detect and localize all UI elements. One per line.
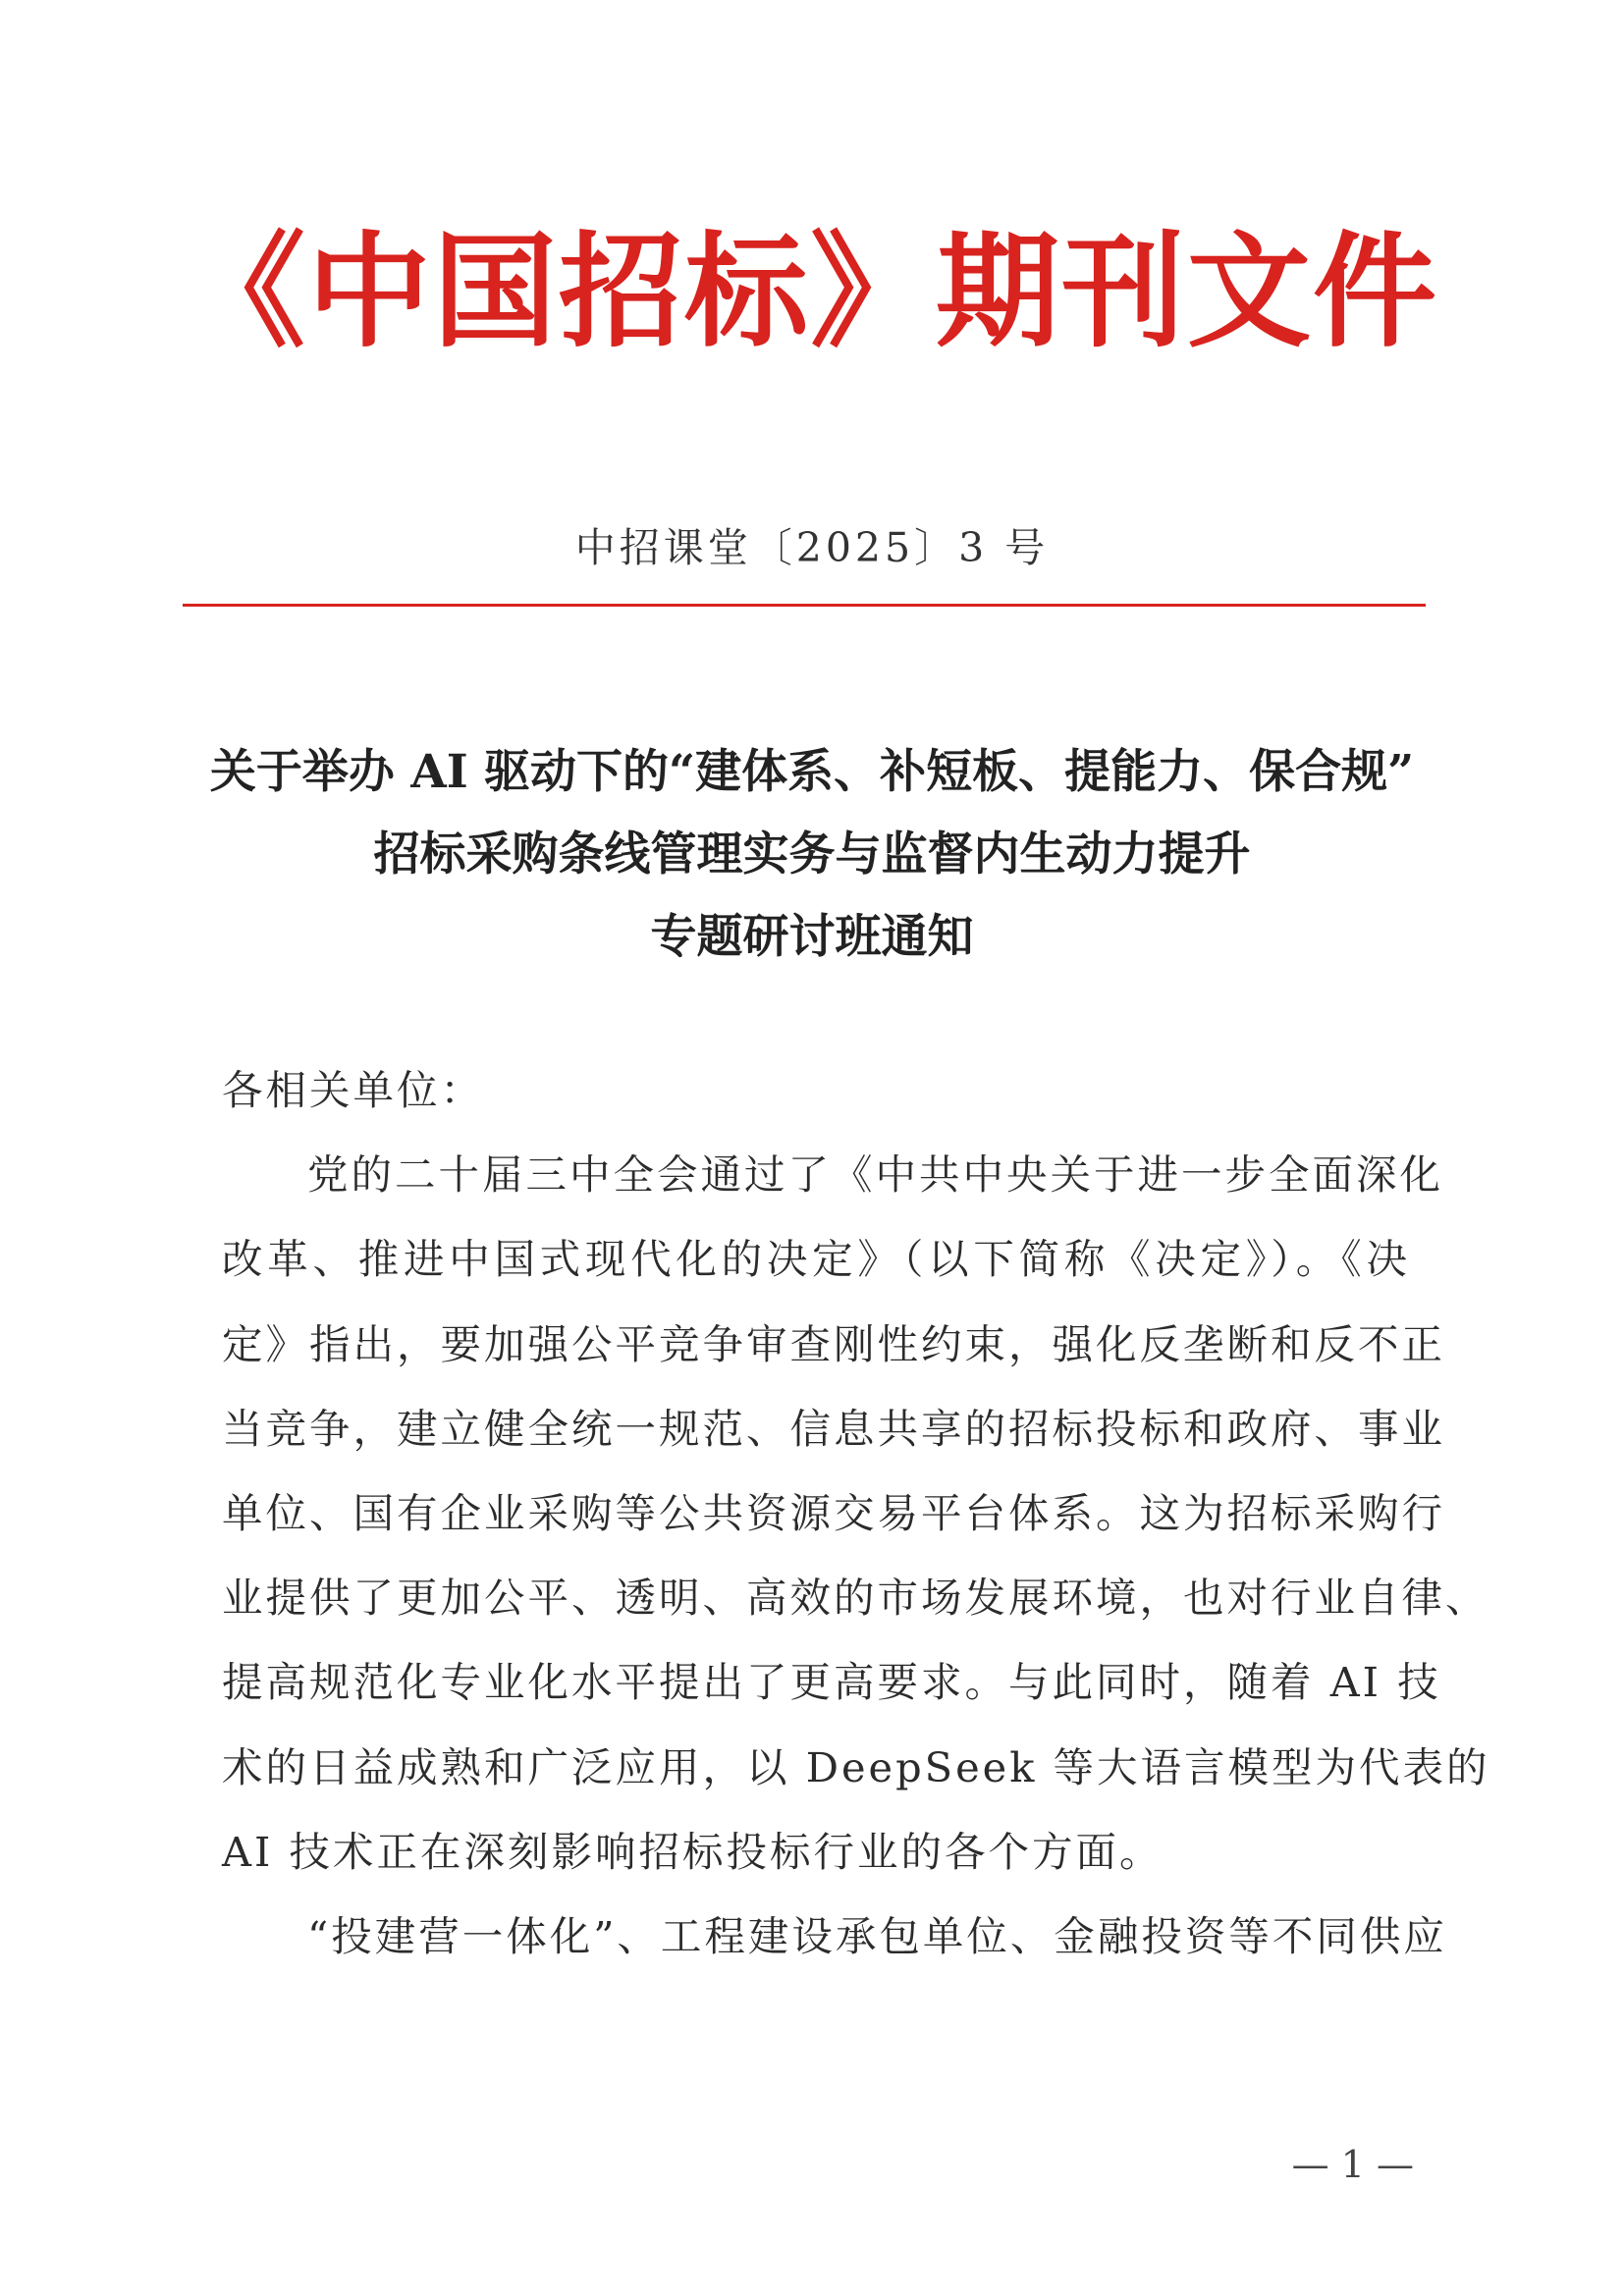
notice-title [147, 731, 1477, 979]
paragraph-1-line: 术的日益成熟和广泛应用，以 DeepSeek 等大语言模型为代表的 [222, 1742, 1490, 1791]
paragraph-1-line: 业提供了更加公平、透明、高效的市场发展环境，也对行业自律、 [222, 1574, 1489, 1623]
paragraph-1-line: 改革、推进中国式现代化的决定》（以下简称《决定》）。《决 [222, 1235, 1410, 1284]
red-divider-line [183, 604, 1426, 607]
page-number: — 1 — [1291, 2143, 1414, 2186]
paragraph-1-line: AI 技术正在深刻影响招标投标行业的各个方面。 [222, 1827, 1164, 1876]
journal-header-title: 《中国招标》期刊文件 [182, 219, 1438, 364]
paragraph-1-line: 提高规范化专业化水平提出了更高要求。与此同时，随着 AI 技 [222, 1658, 1441, 1707]
paragraph-1-line: 当竞争，建立健全统一规范、信息共享的招标投标和政府、事业 [222, 1404, 1446, 1453]
notice-title-line-3: 专题研讨班通知 [650, 910, 974, 964]
paragraph-1-line: 定》指出，要加强公平竞争审查刚性约束，强化反垄断和反不正 [222, 1319, 1446, 1368]
notice-title-line-2: 招标采购条线管理实务与监督内生动力提升 [373, 828, 1251, 881]
paragraph-2-line: “投建营一体化”、工程建设承包单位、金融投资等不同供应 [307, 1911, 1447, 1960]
notice-title-line-1: 关于举办 AI 驱动下的“建体系、补短板、提能力、保合规” [209, 745, 1415, 799]
notice-body [222, 1048, 1490, 1979]
document-number: 中招课堂〔2025〕3 号 [574, 524, 1050, 571]
paragraph-1-line: 党的二十届三中全会通过了《中共中央关于进一步全面深化 [307, 1150, 1444, 1200]
salutation: 各相关单位： [222, 1066, 485, 1114]
paragraph-1-line: 单位、国有企业采购等公共资源交易平台体系。这为招标采购行 [222, 1488, 1446, 1537]
